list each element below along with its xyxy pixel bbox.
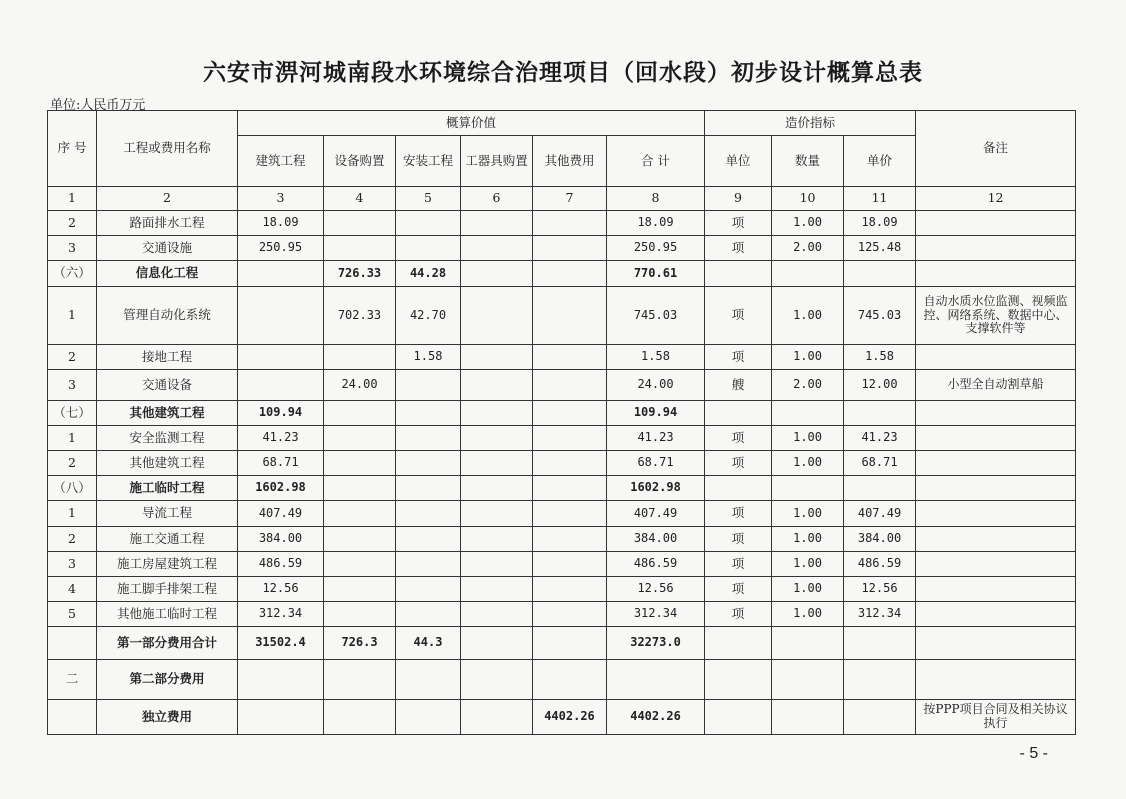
row-seq: 2 xyxy=(48,527,97,552)
row-cell xyxy=(533,476,607,501)
row-cell xyxy=(324,236,396,261)
row-cell xyxy=(705,660,772,700)
row-cell xyxy=(607,660,705,700)
row-cell xyxy=(705,401,772,426)
row-cell: 项 xyxy=(705,501,772,527)
row-name: 交通设备 xyxy=(97,370,238,401)
document-title: 六安市淠河城南段水环境综合治理项目（回水段）初步设计概算总表 xyxy=(203,59,923,86)
row-cell: 1.00 xyxy=(772,602,844,627)
row-cell: 407.49 xyxy=(607,501,705,527)
row-cell: 109.94 xyxy=(607,401,705,426)
table-row xyxy=(48,527,1076,552)
table-header xyxy=(48,111,1076,211)
col-number: 5 xyxy=(396,187,461,211)
row-cell: 312.34 xyxy=(607,602,705,627)
row-note xyxy=(916,451,1076,476)
row-cell: 745.03 xyxy=(607,287,705,345)
row-cell: 艘 xyxy=(705,370,772,401)
row-cell xyxy=(772,476,844,501)
header-group-index: 造价指标 xyxy=(705,111,916,136)
row-name: 第二部分费用 xyxy=(97,660,238,700)
row-cell xyxy=(461,345,533,370)
unit-label: 单位:人民币万元 xyxy=(50,98,146,113)
row-cell xyxy=(461,627,533,660)
col-number: 1 xyxy=(48,187,97,211)
row-cell: 18.09 xyxy=(238,211,324,236)
row-note xyxy=(916,577,1076,602)
row-cell xyxy=(396,700,461,735)
row-cell xyxy=(461,700,533,735)
table-row xyxy=(48,577,1076,602)
row-cell: 项 xyxy=(705,211,772,236)
row-seq: 3 xyxy=(48,552,97,577)
row-cell: 项 xyxy=(705,602,772,627)
row-cell: 68.71 xyxy=(238,451,324,476)
row-name: 施工交通工程 xyxy=(97,527,238,552)
row-cell: 44.3 xyxy=(396,627,461,660)
row-cell: 项 xyxy=(705,552,772,577)
row-cell: 1.00 xyxy=(772,451,844,476)
row-name: 安全监测工程 xyxy=(97,426,238,451)
row-cell: 项 xyxy=(705,527,772,552)
header-name: 工程或费用名称 xyxy=(97,111,238,187)
row-cell xyxy=(324,527,396,552)
row-cell xyxy=(533,552,607,577)
row-seq xyxy=(48,627,97,660)
row-cell: 18.09 xyxy=(844,211,916,236)
row-cell xyxy=(461,577,533,602)
header-col: 单位 xyxy=(705,136,772,187)
row-cell xyxy=(238,700,324,735)
row-cell xyxy=(238,261,324,287)
row-name: 其他建筑工程 xyxy=(97,451,238,476)
row-name: 施工临时工程 xyxy=(97,476,238,501)
row-note xyxy=(916,261,1076,287)
row-cell: 4402.26 xyxy=(533,700,607,735)
row-cell: 1.00 xyxy=(772,211,844,236)
row-note xyxy=(916,236,1076,261)
header-col: 安装工程 xyxy=(396,136,461,187)
row-cell xyxy=(324,211,396,236)
table-row xyxy=(48,451,1076,476)
row-name: 路面排水工程 xyxy=(97,211,238,236)
row-note xyxy=(916,501,1076,527)
row-cell: 18.09 xyxy=(607,211,705,236)
table-body xyxy=(48,211,1076,735)
row-cell xyxy=(324,401,396,426)
col-number: 12 xyxy=(916,187,1076,211)
row-cell: 407.49 xyxy=(844,501,916,527)
row-cell xyxy=(396,426,461,451)
row-cell xyxy=(533,527,607,552)
row-cell xyxy=(844,660,916,700)
header-col: 建筑工程 xyxy=(238,136,324,187)
row-seq: 4 xyxy=(48,577,97,602)
header-col: 数量 xyxy=(772,136,844,187)
row-note xyxy=(916,660,1076,700)
row-cell: 44.28 xyxy=(396,261,461,287)
col-number: 10 xyxy=(772,187,844,211)
table-row xyxy=(48,370,1076,401)
row-cell xyxy=(844,476,916,501)
row-cell xyxy=(238,370,324,401)
col-number: 3 xyxy=(238,187,324,211)
row-cell xyxy=(324,577,396,602)
row-cell: 项 xyxy=(705,287,772,345)
row-seq: 1 xyxy=(48,501,97,527)
row-cell: 项 xyxy=(705,345,772,370)
row-cell: 702.33 xyxy=(324,287,396,345)
row-name: 施工脚手排架工程 xyxy=(97,577,238,602)
row-note xyxy=(916,401,1076,426)
row-seq: 3 xyxy=(48,370,97,401)
row-cell: 12.56 xyxy=(607,577,705,602)
table-row xyxy=(48,211,1076,236)
col-number: 2 xyxy=(97,187,238,211)
row-name: 独立费用 xyxy=(97,700,238,735)
row-seq: 二 xyxy=(48,660,97,700)
row-cell xyxy=(533,602,607,627)
row-cell xyxy=(461,370,533,401)
header-col: 合 计 xyxy=(607,136,705,187)
row-note: 按PPP项目合同及相关协议执行 xyxy=(916,700,1076,735)
row-note xyxy=(916,552,1076,577)
row-cell: 726.3 xyxy=(324,627,396,660)
row-name: 第一部分费用合计 xyxy=(97,627,238,660)
row-seq: 3 xyxy=(48,236,97,261)
table-row xyxy=(48,501,1076,527)
row-cell: 41.23 xyxy=(238,426,324,451)
row-cell: 1.00 xyxy=(772,287,844,345)
row-cell xyxy=(461,401,533,426)
row-cell: 312.34 xyxy=(238,602,324,627)
row-cell xyxy=(396,660,461,700)
table-row xyxy=(48,602,1076,627)
row-cell xyxy=(396,451,461,476)
table-row xyxy=(48,476,1076,501)
row-cell: 项 xyxy=(705,426,772,451)
table-row xyxy=(48,426,1076,451)
row-cell xyxy=(772,261,844,287)
row-cell xyxy=(396,501,461,527)
row-cell xyxy=(461,236,533,261)
row-note xyxy=(916,211,1076,236)
row-cell: 12.00 xyxy=(844,370,916,401)
row-cell xyxy=(324,501,396,527)
column-number-row xyxy=(48,187,1076,211)
row-cell xyxy=(324,660,396,700)
row-cell: 24.00 xyxy=(324,370,396,401)
row-cell xyxy=(238,660,324,700)
row-cell xyxy=(533,370,607,401)
row-note xyxy=(916,345,1076,370)
row-cell: 24.00 xyxy=(607,370,705,401)
row-cell xyxy=(461,660,533,700)
row-cell xyxy=(396,577,461,602)
row-name: 管理自动化系统 xyxy=(97,287,238,345)
row-cell xyxy=(324,602,396,627)
row-cell xyxy=(772,700,844,735)
row-note: 小型全自动割草船 xyxy=(916,370,1076,401)
col-number: 9 xyxy=(705,187,772,211)
row-seq: 1 xyxy=(48,426,97,451)
row-seq: 2 xyxy=(48,345,97,370)
row-seq: 5 xyxy=(48,602,97,627)
col-number: 7 xyxy=(533,187,607,211)
col-number: 4 xyxy=(324,187,396,211)
row-cell xyxy=(533,345,607,370)
row-cell: 250.95 xyxy=(607,236,705,261)
row-cell xyxy=(324,426,396,451)
row-cell xyxy=(533,211,607,236)
header-col: 单价 xyxy=(844,136,916,187)
row-cell: 2.00 xyxy=(772,236,844,261)
row-note xyxy=(916,627,1076,660)
row-cell xyxy=(396,552,461,577)
table-row xyxy=(48,627,1076,660)
row-cell xyxy=(324,451,396,476)
col-number: 8 xyxy=(607,187,705,211)
row-name: 导流工程 xyxy=(97,501,238,527)
row-cell: 1.00 xyxy=(772,345,844,370)
row-note xyxy=(916,602,1076,627)
estimate-table xyxy=(47,110,1076,735)
row-name: 交通设施 xyxy=(97,236,238,261)
row-cell xyxy=(533,627,607,660)
row-note: 自动水质水位监测、视频监控、网络系统、数据中心、支撑软件等 xyxy=(916,287,1076,345)
row-cell xyxy=(396,401,461,426)
row-cell xyxy=(238,287,324,345)
row-cell: 1602.98 xyxy=(607,476,705,501)
row-cell xyxy=(461,552,533,577)
row-cell xyxy=(772,627,844,660)
row-cell: 1.00 xyxy=(772,501,844,527)
row-cell xyxy=(844,261,916,287)
table-row xyxy=(48,552,1076,577)
row-cell: 109.94 xyxy=(238,401,324,426)
row-cell: 1.00 xyxy=(772,527,844,552)
row-cell: 项 xyxy=(705,577,772,602)
row-name: 接地工程 xyxy=(97,345,238,370)
row-cell xyxy=(772,401,844,426)
row-name: 其他施工临时工程 xyxy=(97,602,238,627)
row-cell xyxy=(844,700,916,735)
row-cell: 726.33 xyxy=(324,261,396,287)
row-cell xyxy=(705,700,772,735)
row-cell: 42.70 xyxy=(396,287,461,345)
row-cell xyxy=(396,211,461,236)
row-seq: （六） xyxy=(48,261,97,287)
header-note: 备注 xyxy=(916,111,1076,187)
table-row xyxy=(48,345,1076,370)
row-cell xyxy=(533,451,607,476)
row-cell xyxy=(396,476,461,501)
row-seq: （七） xyxy=(48,401,97,426)
row-cell xyxy=(461,261,533,287)
row-cell: 31502.4 xyxy=(238,627,324,660)
row-cell xyxy=(705,261,772,287)
table-row xyxy=(48,236,1076,261)
row-cell: 745.03 xyxy=(844,287,916,345)
row-cell: 384.00 xyxy=(844,527,916,552)
row-cell xyxy=(324,476,396,501)
row-cell: 项 xyxy=(705,236,772,261)
row-cell xyxy=(533,577,607,602)
header-col: 工器具购置 xyxy=(461,136,533,187)
row-cell xyxy=(396,527,461,552)
row-cell xyxy=(461,426,533,451)
row-seq: 1 xyxy=(48,287,97,345)
row-cell xyxy=(533,426,607,451)
row-cell xyxy=(396,602,461,627)
row-cell: 125.48 xyxy=(844,236,916,261)
row-name: 施工房屋建筑工程 xyxy=(97,552,238,577)
page-number: - 5 - xyxy=(1019,745,1048,762)
row-cell xyxy=(461,527,533,552)
row-cell: 41.23 xyxy=(607,426,705,451)
table-row xyxy=(48,287,1076,345)
table-row xyxy=(48,660,1076,700)
row-cell: 1.00 xyxy=(772,552,844,577)
row-cell: 1.00 xyxy=(772,577,844,602)
row-cell: 486.59 xyxy=(844,552,916,577)
table-row xyxy=(48,261,1076,287)
row-seq xyxy=(48,700,97,735)
row-cell: 1.00 xyxy=(772,426,844,451)
row-cell xyxy=(533,236,607,261)
row-cell: 41.23 xyxy=(844,426,916,451)
row-cell: 32273.0 xyxy=(607,627,705,660)
row-name: 信息化工程 xyxy=(97,261,238,287)
row-cell: 1602.98 xyxy=(238,476,324,501)
row-note xyxy=(916,527,1076,552)
row-cell xyxy=(844,401,916,426)
row-cell xyxy=(396,370,461,401)
row-cell xyxy=(844,627,916,660)
row-cell: 486.59 xyxy=(238,552,324,577)
row-cell xyxy=(533,660,607,700)
row-cell: 384.00 xyxy=(607,527,705,552)
row-cell xyxy=(324,552,396,577)
header-col: 其他费用 xyxy=(533,136,607,187)
row-cell: 1.58 xyxy=(607,345,705,370)
row-cell: 1.58 xyxy=(844,345,916,370)
col-number: 11 xyxy=(844,187,916,211)
row-cell xyxy=(461,211,533,236)
row-cell xyxy=(533,261,607,287)
table-row xyxy=(48,700,1076,735)
row-cell xyxy=(324,700,396,735)
row-cell: 68.71 xyxy=(844,451,916,476)
row-cell xyxy=(461,451,533,476)
row-seq: （八） xyxy=(48,476,97,501)
row-note xyxy=(916,476,1076,501)
row-name: 其他建筑工程 xyxy=(97,401,238,426)
table-row xyxy=(48,401,1076,426)
row-cell: 68.71 xyxy=(607,451,705,476)
row-cell xyxy=(772,660,844,700)
row-cell xyxy=(396,236,461,261)
header-seq: 序 号 xyxy=(48,111,97,187)
row-cell: 250.95 xyxy=(238,236,324,261)
row-cell xyxy=(461,287,533,345)
row-cell: 312.34 xyxy=(844,602,916,627)
row-cell: 384.00 xyxy=(238,527,324,552)
row-seq: 2 xyxy=(48,451,97,476)
row-cell: 项 xyxy=(705,451,772,476)
row-cell xyxy=(461,501,533,527)
row-note xyxy=(916,426,1076,451)
row-cell xyxy=(533,501,607,527)
row-cell: 2.00 xyxy=(772,370,844,401)
row-cell xyxy=(238,345,324,370)
row-cell xyxy=(533,401,607,426)
header-group-cost: 概算价值 xyxy=(238,111,705,136)
row-cell: 12.56 xyxy=(844,577,916,602)
row-cell xyxy=(461,602,533,627)
header-col: 设备购置 xyxy=(324,136,396,187)
row-cell: 12.56 xyxy=(238,577,324,602)
row-seq: 2 xyxy=(48,211,97,236)
row-cell xyxy=(533,287,607,345)
row-cell xyxy=(461,476,533,501)
col-number: 6 xyxy=(461,187,533,211)
row-cell xyxy=(324,345,396,370)
row-cell xyxy=(705,627,772,660)
row-cell: 1.58 xyxy=(396,345,461,370)
row-cell: 486.59 xyxy=(607,552,705,577)
row-cell: 4402.26 xyxy=(607,700,705,735)
row-cell xyxy=(705,476,772,501)
row-cell: 770.61 xyxy=(607,261,705,287)
row-cell: 407.49 xyxy=(238,501,324,527)
